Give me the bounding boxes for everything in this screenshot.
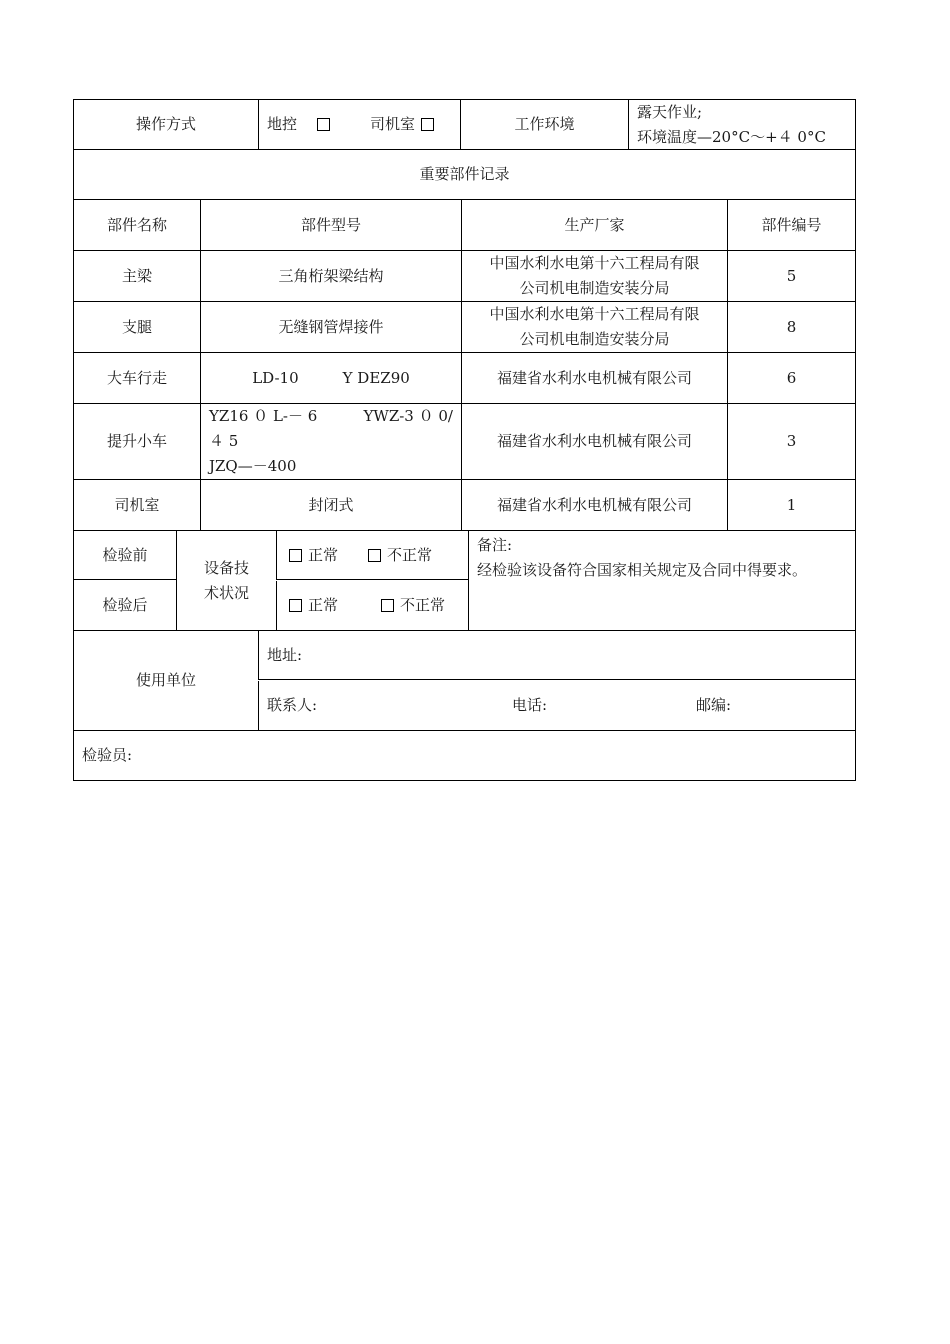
cab-control-label: 司机室 [370, 115, 416, 133]
part-number: 8 [727, 302, 855, 352]
part-model-line-1a: YZ16 ０ L-－ 6 [209, 407, 318, 425]
inspector-label: 检验员: [82, 746, 133, 764]
part-model-line-2: ４ 5 [209, 432, 239, 450]
environment-line-2: 环境温度—20°C～+４ 0°C [637, 127, 826, 146]
before-inspection-label: 检验前 [74, 531, 176, 580]
inspection-row [73, 531, 856, 631]
before-normal-label: 正常 [308, 545, 339, 564]
before-normal-checkbox[interactable] [289, 549, 302, 562]
part-model-line-1b: YWZ-3 ０ 0/ [363, 407, 453, 425]
contact-fields [258, 681, 855, 730]
address-label: 地址: [267, 645, 303, 664]
before-abnormal-label: 不正常 [387, 545, 433, 564]
part-maker-line-1: 中国水利水电第十六工程局有限 [489, 254, 700, 272]
after-status-options [276, 581, 468, 630]
table-row [73, 251, 856, 302]
equipment-status-label-line-2: 术状况 [203, 583, 249, 602]
remarks-label: 备注: [477, 536, 513, 554]
user-unit-label: 使用单位 [135, 671, 196, 689]
part-name: 主梁 [121, 266, 152, 285]
part-model: 无缝钢管焊接件 [200, 302, 461, 352]
part-maker: 福建省水利水电机械有限公司 [461, 353, 727, 403]
operation-options [258, 100, 460, 149]
inspector-row [73, 731, 856, 781]
part-model-line-3: JZQ—－400 [209, 457, 297, 475]
col-header-number: 部件编号 [727, 200, 855, 250]
ground-control-checkbox[interactable] [317, 118, 330, 131]
contact-label: 联系人: [267, 696, 318, 714]
part-name: 司机室 [114, 495, 160, 514]
part-maker [461, 251, 727, 301]
table-row [73, 404, 856, 480]
after-inspection-label: 检验后 [102, 596, 148, 614]
equipment-status-label-line-1: 设备技 [203, 558, 249, 577]
part-maker: 福建省水利水电机械有限公司 [461, 480, 727, 530]
part-model [200, 353, 461, 403]
col-header-maker: 生产厂家 [461, 200, 727, 250]
part-maker-line-1: 中国水利水电第十六工程局有限 [489, 305, 700, 323]
remarks-cell [468, 531, 855, 630]
after-normal-checkbox[interactable] [289, 599, 302, 612]
part-name: 支腿 [121, 317, 152, 336]
table-row [73, 353, 856, 404]
part-model [200, 404, 461, 479]
part-maker-line-2: 公司机电制造安装分局 [519, 279, 670, 297]
table-row [73, 480, 856, 531]
after-abnormal-checkbox[interactable] [381, 599, 394, 612]
col-header-model: 部件型号 [200, 200, 461, 250]
operation-label: 操作方式 [135, 115, 196, 133]
part-model-line-1 [209, 404, 453, 429]
environment-line-1: 露天作业; [637, 102, 703, 121]
address-field[interactable] [258, 631, 855, 680]
environment-value [628, 100, 855, 149]
equipment-status-label [176, 531, 276, 630]
part-number: 1 [727, 480, 855, 530]
table-row [73, 302, 856, 353]
parts-header-row [73, 200, 856, 251]
part-model: 封闭式 [200, 480, 461, 530]
part-maker: 福建省水利水电机械有限公司 [461, 404, 727, 479]
part-maker [461, 302, 727, 352]
part-model-a: LD-10 [252, 368, 299, 387]
phone-label: 电话: [512, 696, 548, 714]
inspector-field[interactable] [74, 731, 855, 780]
ground-control-label: 地控 [267, 115, 298, 133]
before-abnormal-checkbox[interactable] [368, 549, 381, 562]
after-normal-label: 正常 [308, 596, 339, 614]
part-name: 大车行走 [106, 368, 167, 387]
part-model: 三角桁架梁结构 [200, 251, 461, 301]
parts-section-title: 重要部件记录 [419, 165, 510, 183]
operation-row [73, 99, 856, 150]
cab-control-checkbox[interactable] [421, 118, 434, 131]
postcode-label: 邮编: [696, 696, 732, 714]
inspection-form [73, 99, 856, 781]
part-model-b: Y DEZ90 [342, 368, 410, 387]
before-status-options [276, 531, 468, 580]
part-name: 提升小车 [106, 432, 167, 450]
parts-section-row [73, 150, 856, 200]
part-number: 5 [727, 251, 855, 301]
after-abnormal-label: 不正常 [400, 596, 446, 614]
col-header-name: 部件名称 [106, 215, 167, 234]
part-number: 3 [727, 404, 855, 479]
user-unit-row [73, 631, 856, 731]
part-number: 6 [727, 353, 855, 403]
environment-label: 工作环境 [460, 100, 628, 149]
part-maker-line-2: 公司机电制造安装分局 [519, 330, 670, 348]
remarks-text: 经检验该设备符合国家相关规定及合同中得要求。 [477, 561, 808, 579]
